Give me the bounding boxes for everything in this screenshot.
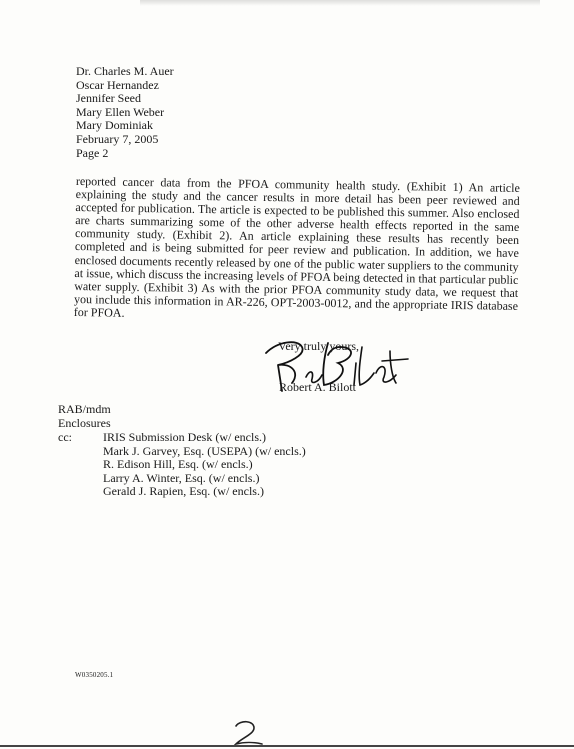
bottom-scan-edge <box>0 745 574 747</box>
cc-recipient: R. Edison Hill, Esq. (w/ encls.) <box>103 457 253 472</box>
scan-artifact <box>140 0 540 6</box>
recipient-line: Jennifer Seed <box>76 91 141 106</box>
recipient-line: Mary Ellen Weber <box>76 104 165 119</box>
closing-salutation: Very truly yours, <box>278 339 359 353</box>
cc-recipient: Gerald J. Rapien, Esq. (w/ encls.) <box>103 484 264 499</box>
letter-date: February 7, 2005 <box>76 131 159 146</box>
recipient-line: Oscar Hernandez <box>76 77 159 92</box>
cc-recipient-list <box>103 431 306 499</box>
cc-label: cc: <box>58 430 72 444</box>
typist-initials: RAB/mdm <box>58 402 111 416</box>
document-id: W0350205.1 <box>75 671 114 679</box>
enclosures-label: Enclosures <box>58 415 111 430</box>
cc-recipient: IRIS Submission Desk (w/ encls.) <box>103 430 266 444</box>
page-label: Page 2 <box>76 145 109 160</box>
cc-recipient: Mark J. Garvey, Esq. (USEPA) (w/ encls.) <box>103 443 306 458</box>
reference-initials <box>58 403 111 430</box>
handwritten-page-number <box>228 718 268 746</box>
cc-block <box>58 431 306 499</box>
recipient-line: Dr. Charles M. Auer <box>76 64 174 78</box>
cc-recipient: Larry A. Winter, Esq. (w/ encls.) <box>103 470 260 485</box>
letter-header <box>76 65 174 160</box>
recipient-line: Mary Dominiak <box>76 118 153 133</box>
signer-name: Robert A. Bilott <box>279 380 357 394</box>
letter-body: reported cancer data from the PFOA community health study. (Exhibit 1) An article explaining the study and the cancer results in more detail has been peer reviewed and accepted for publication. The article is expected to be published this summer. Also enclosed are charts summarizing some of the other adverse health effects reported in the same community study. (Exhibit 2). An article explaining these results has recently been completed and is being submitted for peer review and publication. In addition, we have enclosed documents recently released by one of the public water suppliers to the community at issue, which discuss the increasing levels of PFOA being detected in that particular public water supply. (Exhibit 3) As with the prior PFOA community study data, we request that you include this information in AR-226, OPT-2003-0012, and the appropriate IRIS database for PFOA. <box>73 174 520 320</box>
